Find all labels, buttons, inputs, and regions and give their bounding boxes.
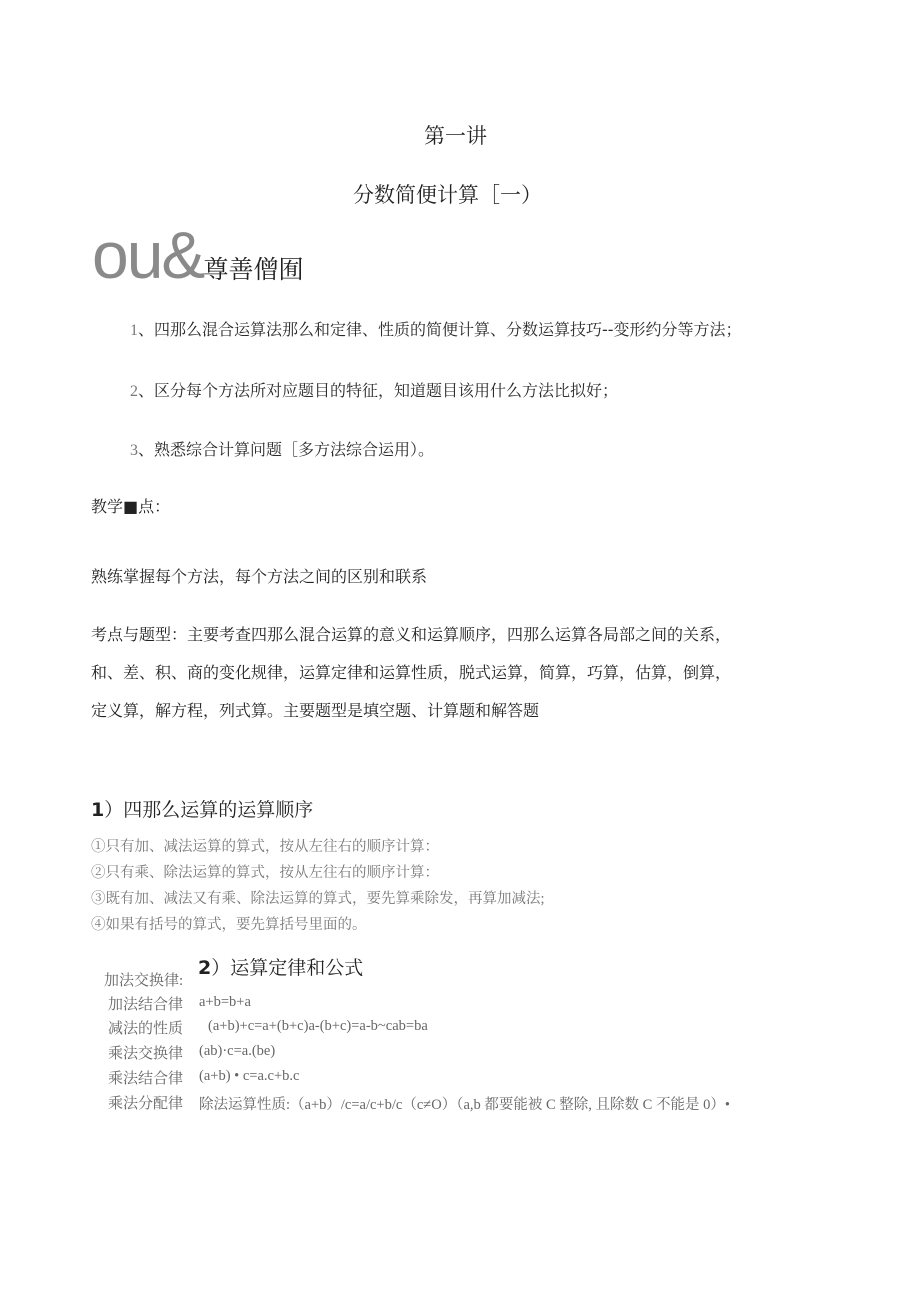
objectives-heading-text: 尊善僧囿	[203, 255, 304, 284]
key-points-heading: 教学■点：	[91, 497, 171, 516]
objectives-heading	[92, 218, 304, 292]
section-2-heading: 2）运算定律和公式	[198, 957, 364, 979]
order-rule: ②只有乘、除法运算的算式，按从左往右的顺序计算：	[91, 865, 439, 881]
objective-item: 1、四那么混合运算法那么和定律、性质的简便计算、分数运算技巧--变形约分等方法；	[130, 320, 742, 339]
exam-line: 定义算，解方程，列式算。主要题型是填空题、计算题和解答题	[91, 701, 540, 720]
law-name: 乘法结合律	[108, 1071, 184, 1087]
section-1-heading: 1）四那么运算的运算顺序	[91, 799, 314, 821]
lecture-title: 第一讲	[424, 124, 487, 148]
law-formula: 除法运算性质:（a+b）/c=a/c+b/c（c≠O）（a,b 都要能被 C 整除, 且除数 C 不能是 0）•	[199, 1097, 730, 1113]
law-formula: (ab)·c=a.(be)	[199, 1043, 276, 1059]
law-name: 乘法分配律	[108, 1096, 184, 1112]
law-name: 乘法交换律	[108, 1046, 184, 1062]
exam-line: 和、差、积、商的变化规律，运算定律和运算性质，脱式运算，简算，巧算，估算，倒算，	[91, 663, 732, 682]
exam-line: 考点与题型：主要考查四那么混合运算的意义和运算顺序，四那么运算各局部之间的关系，	[91, 625, 732, 644]
law-name: 加法交换律:	[104, 973, 184, 989]
law-formula: (a+b) • c=a.c+b.c	[199, 1068, 300, 1084]
order-rule: ③既有加、减法又有乘、除法运算的算式，要先算乘除发，再算加减法;	[91, 891, 545, 907]
order-rule: ①只有加、减法运算的算式，按从左往右的顺序计算：	[91, 839, 439, 855]
key-points-text: 熟练掌握每个方法，每个方法之间的区别和联系	[91, 567, 428, 586]
lecture-subtitle: 分数简便计算［一）	[353, 183, 542, 207]
logo-mark: ou&	[92, 218, 204, 292]
objective-item: 2、区分每个方法所对应题目的特征，知道题目该用什么方法比拟好；	[130, 381, 619, 400]
law-formula: a+b=b+a	[199, 994, 251, 1010]
objective-item: 3、熟悉综合计算问题［多方法综合运用）。	[130, 440, 435, 459]
law-formula: (a+b)+c=a+(b+c)a-(b+c)=a-b~cab=ba	[208, 1018, 428, 1034]
law-name: 减法的性质	[108, 1021, 184, 1037]
law-name: 加法结合律	[108, 997, 184, 1013]
order-rule: ④如果有括号的算式，要先算括号里面的。	[91, 917, 367, 933]
